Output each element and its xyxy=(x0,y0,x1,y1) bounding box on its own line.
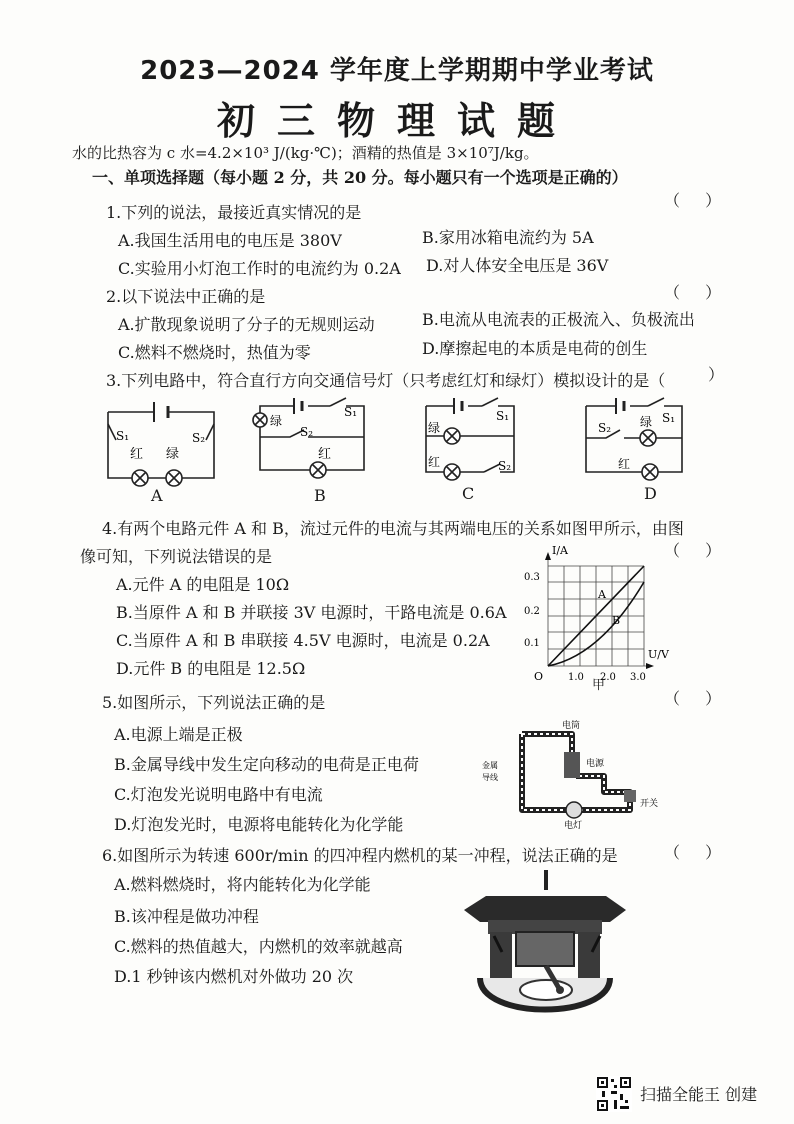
qr-code-icon xyxy=(596,1076,632,1112)
y-tick-0-1: 0.1 xyxy=(524,638,540,649)
question-1-option-a: A.我国生活用电的电压是 380V xyxy=(118,231,342,250)
x-tick-1: 1.0 xyxy=(568,672,584,683)
y-axis-label: I/A xyxy=(552,544,568,557)
label-s1: S₁ xyxy=(662,411,676,425)
question-5-option-d: D.灯泡发光时，电源将电能转化为化学能 xyxy=(114,815,404,834)
label-red: 红 xyxy=(618,457,631,471)
label-wire-1: 金属 xyxy=(482,761,498,770)
label-s1: S₁ xyxy=(116,429,130,443)
label-green: 绿 xyxy=(270,414,283,428)
question-1-option-d: D.对人体安全电压是 36V xyxy=(426,256,609,275)
question-5-answer-blank: （ ） xyxy=(664,689,732,708)
subject-title: 初三物理试题 xyxy=(216,98,577,143)
circuit-photo-figure xyxy=(480,714,670,832)
question-1-stem: 1.下列的说法，最接近真实情况的是 xyxy=(106,203,362,222)
circuit-label-b: B xyxy=(314,486,326,505)
circuit-label-c: C xyxy=(462,484,475,503)
question-4-stem-line2: 像可知，下列说法错误的是 xyxy=(80,547,273,566)
question-6-option-d: D.1 秒钟该内燃机对外做功 20 次 xyxy=(114,967,354,986)
question-4-option-c: C.当原件 A 和 B 串联接 4.5V 电源时，电流是 0.2A xyxy=(116,631,490,650)
label-green: 绿 xyxy=(640,415,653,429)
question-2-option-c: C.燃料不燃烧时，热值为零 xyxy=(118,343,311,362)
label-red: 红 xyxy=(428,455,441,469)
label-green: 绿 xyxy=(166,447,180,462)
label-lamp: 电灯 xyxy=(564,821,583,831)
question-5-stem: 5.如图所示，下列说法正确的是 xyxy=(102,693,326,712)
question-2-option-b: B.电流从电流表的正极流入、负极流出 xyxy=(422,310,695,329)
constants-line: 水的比热容为 c 水=4.2×10³ J/(kg·℃)；酒精的热值是 3×10⁷J/kg。 xyxy=(72,144,539,162)
question-5-option-b: B.金属导线中发生定向移动的电荷是正电荷 xyxy=(114,755,419,774)
circuit-label-d: D xyxy=(644,484,657,503)
label-s1: S₁ xyxy=(496,409,510,423)
question-6-option-b: B.该冲程是做功冲程 xyxy=(114,907,259,926)
label-s2: S₂ xyxy=(300,425,314,439)
question-4-option-b: B.当原件 A 和 B 并联接 3V 电源时，干路电流是 0.6A xyxy=(116,603,507,622)
y-tick-0-2: 0.2 xyxy=(524,606,540,617)
graph-caption: 甲 xyxy=(592,678,606,693)
y-tick-0-3: 0.3 xyxy=(524,572,540,583)
question-3-stem: 3.下列电路中，符合直行方向交通信号灯（只考虑红灯和绿灯）模拟设计的是（ xyxy=(106,371,666,390)
question-4-option-d: D.元件 B 的电阻是 12.5Ω xyxy=(116,659,306,678)
label-red: 红 xyxy=(130,447,144,462)
engine-cylinder-figure xyxy=(460,866,630,1026)
label-green: 绿 xyxy=(428,421,441,435)
origin-label: O xyxy=(534,670,544,683)
label-source: 电源 xyxy=(586,759,605,769)
label-s2: S₂ xyxy=(598,421,612,435)
circuit-d-diagram xyxy=(578,392,698,492)
x-tick-3: 3.0 xyxy=(630,672,646,683)
label-switch: 开关 xyxy=(640,799,659,809)
circuit-c-diagram xyxy=(418,392,538,492)
question-4-stem-line1: 4.有两个电路元件 A 和 B，流过元件的电流与其两端电压的关系如图甲所示，由图 xyxy=(102,519,684,538)
question-5-option-a: A.电源上端是正极 xyxy=(114,725,243,744)
label-s1: S₁ xyxy=(344,405,358,419)
question-5-option-c: C.灯泡发光说明电路中有电流 xyxy=(114,785,323,804)
circuit-label-a: A xyxy=(151,486,163,505)
question-6-option-c: C.燃料的热值越大，内燃机的效率就越高 xyxy=(114,937,403,956)
x-axis-label: U/V xyxy=(648,648,669,661)
circuit-b-diagram xyxy=(246,392,376,492)
exam-title: 2023—2024 学年度上学期期中学业考试 xyxy=(140,56,654,86)
scanner-watermark: 扫描全能王 创建 xyxy=(640,1085,758,1104)
question-6-stem: 6.如图所示为转速 600r/min 的四冲程内燃机的某一冲程，说法正确的是 xyxy=(102,846,618,865)
label-red: 红 xyxy=(318,447,332,462)
question-4-option-a: A.元件 A 的电阻是 10Ω xyxy=(116,575,290,594)
question-2-option-d: D.摩擦起电的本质是电荷的创生 xyxy=(422,339,648,358)
label-wire-2: 导线 xyxy=(482,773,498,782)
question-3-paren-close: ） xyxy=(708,365,725,384)
question-2-answer-blank: （ ） xyxy=(664,283,732,302)
curve-b-label: B xyxy=(612,614,621,627)
question-2-option-a: A.扩散现象说明了分子的无规则运动 xyxy=(118,315,375,334)
question-1-option-c: C.实验用小灯泡工作时的电流约为 0.2A xyxy=(118,259,401,278)
curve-a-label: A xyxy=(598,588,606,601)
question-1-answer-blank: （ ） xyxy=(664,191,732,210)
question-2-stem: 2.以下说法中正确的是 xyxy=(106,287,266,306)
label-s2: S₂ xyxy=(498,459,512,473)
question-6-answer-blank: （ ） xyxy=(664,843,732,862)
question-1-option-b: B.家用冰箱电流约为 5A xyxy=(422,228,594,247)
question-6-option-a: A.燃料燃烧时，将内能转化为化学能 xyxy=(114,875,371,894)
question-4-answer-blank: （ ） xyxy=(664,541,732,560)
label-s2: S₂ xyxy=(192,431,206,445)
section-title: 一、单项选择题（每小题 2 分，共 20 分。每小题只有一个选项是正确的） xyxy=(92,168,628,187)
iv-graph xyxy=(520,538,670,688)
x-tick-2: 2.0 xyxy=(600,672,616,683)
label-top: 电筒 xyxy=(562,721,581,731)
